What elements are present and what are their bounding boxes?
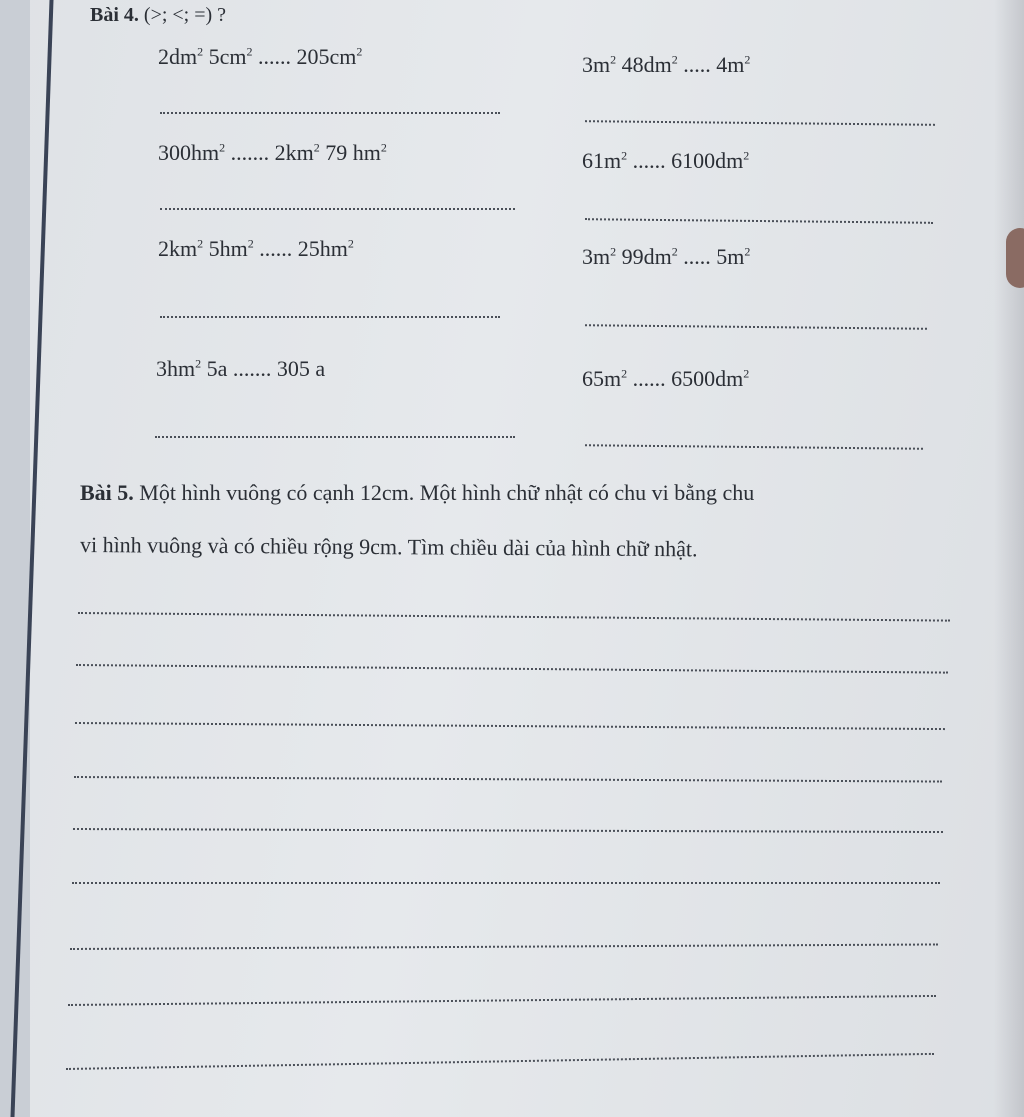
bai5-text-line2: vi hình vuông và có chiều rộng 9cm. Tìm chiều dài của hình chữ nhật. [79, 532, 698, 562]
bai4-heading [90, 4, 226, 27]
answer-line [585, 444, 923, 450]
answer-line [160, 316, 500, 318]
answer-line [155, 436, 515, 438]
answer-line [66, 1053, 934, 1070]
answer-line [160, 112, 500, 114]
bai4-row4-right: $65m^2$ ...... $6500dm^2$ [582, 366, 750, 391]
answer-line [70, 943, 938, 950]
answer-line [68, 995, 936, 1006]
answer-line [73, 828, 943, 833]
answer-line [76, 664, 948, 674]
answer-line [72, 882, 940, 884]
bai4-prompt: (>; <; =) ? [143, 4, 227, 26]
bai5-line1 [80, 480, 754, 506]
bai4-label: Bài 4. [90, 4, 139, 26]
bookmark-tab [1006, 228, 1024, 288]
answer-line [585, 324, 927, 330]
answer-line [78, 612, 950, 622]
bai4-row3-left: $2km^2$ $5hm^2$ ...... $25hm^2$ [158, 236, 354, 261]
bai5-text-line1: Một hình vuông có cạnh 12cm. Một hình chữ nhật có chu vi bằng chu [139, 480, 755, 505]
bai4-row3-right: $3m^2$ $99dm^2$ ..... $5m^2$ [582, 244, 751, 269]
bai5-label: Bài 5. [80, 480, 134, 505]
answer-line [585, 120, 935, 126]
answer-line [585, 218, 933, 224]
bai4-row1-right: $3m^2$ $48dm^2$ ..... $4m^2$ [582, 52, 751, 77]
bai4-row2-right: $61m^2$ ...... $6100dm^2$ [582, 148, 750, 173]
answer-line [74, 776, 942, 783]
answer-line [160, 208, 515, 210]
bai4-row2-left: $300hm^2$ ....... $2km^2$ 79 $hm^2$ [158, 140, 387, 165]
page-shadow [994, 0, 1024, 1117]
page-margin [0, 0, 30, 1117]
bai4-row4-left: $3hm^2$ 5a ....... 305 a [156, 356, 326, 381]
bai4-row1-left: $2dm^2$ $5cm^2$ ...... $205cm^2$ [158, 44, 363, 69]
answer-line [75, 722, 945, 730]
